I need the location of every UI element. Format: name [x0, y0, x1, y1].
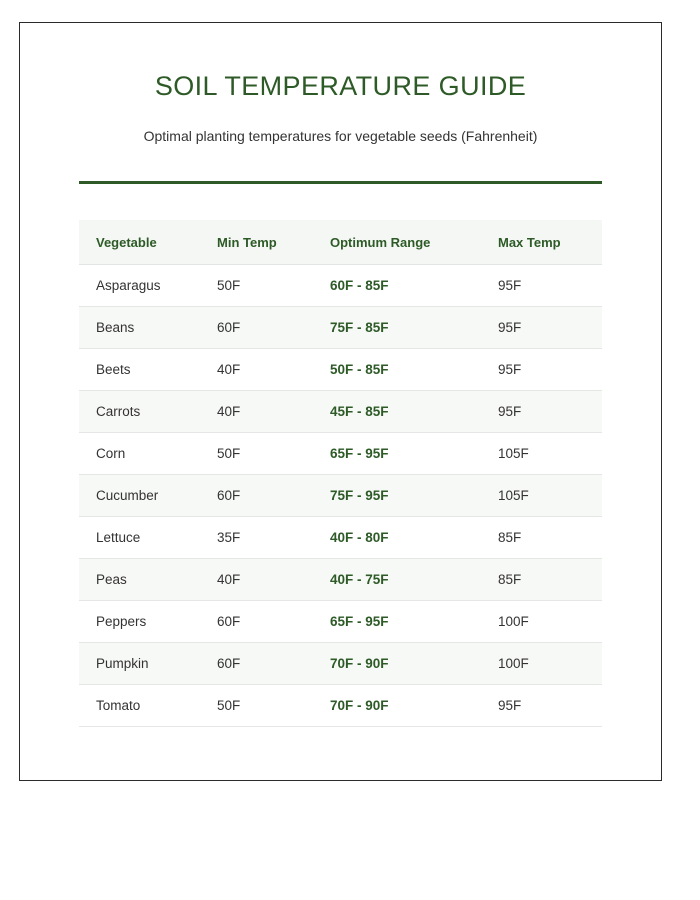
cell-max-temp: 95F [481, 265, 602, 307]
cell-max-temp: 105F [481, 475, 602, 517]
table-header [79, 220, 602, 265]
cell-max-temp: 95F [481, 391, 602, 433]
cell-max-temp: 100F [481, 643, 602, 685]
column-header-max-temp: Max Temp [481, 220, 602, 265]
cell-vegetable: Peppers [79, 601, 200, 643]
cell-min-temp: 50F [200, 685, 313, 727]
table-row [79, 559, 602, 601]
cell-optimum-range: 50F - 85F [313, 349, 481, 391]
cell-max-temp: 95F [481, 685, 602, 727]
table-header-row [79, 220, 602, 265]
cell-vegetable: Carrots [79, 391, 200, 433]
soil-temperature-table-container [79, 220, 602, 727]
table-row [79, 475, 602, 517]
table-body [79, 265, 602, 727]
cell-optimum-range: 60F - 85F [313, 265, 481, 307]
cell-min-temp: 40F [200, 349, 313, 391]
cell-min-temp: 40F [200, 391, 313, 433]
header-divider [79, 181, 602, 184]
cell-max-temp: 85F [481, 517, 602, 559]
cell-vegetable: Beans [79, 307, 200, 349]
soil-temperature-table [79, 220, 602, 727]
table-row [79, 307, 602, 349]
table-row [79, 433, 602, 475]
column-header-optimum-range: Optimum Range [313, 220, 481, 265]
table-row [79, 685, 602, 727]
cell-vegetable: Corn [79, 433, 200, 475]
document-header [20, 23, 661, 144]
document-page [19, 22, 662, 781]
cell-vegetable: Lettuce [79, 517, 200, 559]
cell-max-temp: 105F [481, 433, 602, 475]
cell-vegetable: Pumpkin [79, 643, 200, 685]
cell-max-temp: 85F [481, 559, 602, 601]
cell-optimum-range: 70F - 90F [313, 643, 481, 685]
cell-optimum-range: 70F - 90F [313, 685, 481, 727]
cell-min-temp: 50F [200, 265, 313, 307]
cell-max-temp: 100F [481, 601, 602, 643]
table-row [79, 517, 602, 559]
cell-min-temp: 60F [200, 643, 313, 685]
cell-max-temp: 95F [481, 349, 602, 391]
cell-optimum-range: 40F - 80F [313, 517, 481, 559]
cell-max-temp: 95F [481, 307, 602, 349]
table-row [79, 349, 602, 391]
cell-min-temp: 60F [200, 475, 313, 517]
cell-optimum-range: 75F - 85F [313, 307, 481, 349]
cell-vegetable: Tomato [79, 685, 200, 727]
page-title: SOIL TEMPERATURE GUIDE [154, 71, 527, 101]
cell-vegetable: Cucumber [79, 475, 200, 517]
cell-min-temp: 40F [200, 559, 313, 601]
cell-optimum-range: 65F - 95F [313, 433, 481, 475]
cell-vegetable: Asparagus [79, 265, 200, 307]
column-header-min-temp: Min Temp [200, 220, 313, 265]
cell-optimum-range: 45F - 85F [313, 391, 481, 433]
table-row [79, 601, 602, 643]
cell-min-temp: 50F [200, 433, 313, 475]
page-subtitle: Optimal planting temperatures for vegetable seeds (Fahrenheit) [143, 127, 538, 144]
table-row [79, 265, 602, 307]
cell-optimum-range: 75F - 95F [313, 475, 481, 517]
cell-vegetable: Peas [79, 559, 200, 601]
cell-min-temp: 60F [200, 601, 313, 643]
cell-min-temp: 60F [200, 307, 313, 349]
cell-optimum-range: 65F - 95F [313, 601, 481, 643]
table-row [79, 643, 602, 685]
column-header-vegetable: Vegetable [79, 220, 200, 265]
cell-min-temp: 35F [200, 517, 313, 559]
cell-vegetable: Beets [79, 349, 200, 391]
cell-optimum-range: 40F - 75F [313, 559, 481, 601]
table-row [79, 391, 602, 433]
